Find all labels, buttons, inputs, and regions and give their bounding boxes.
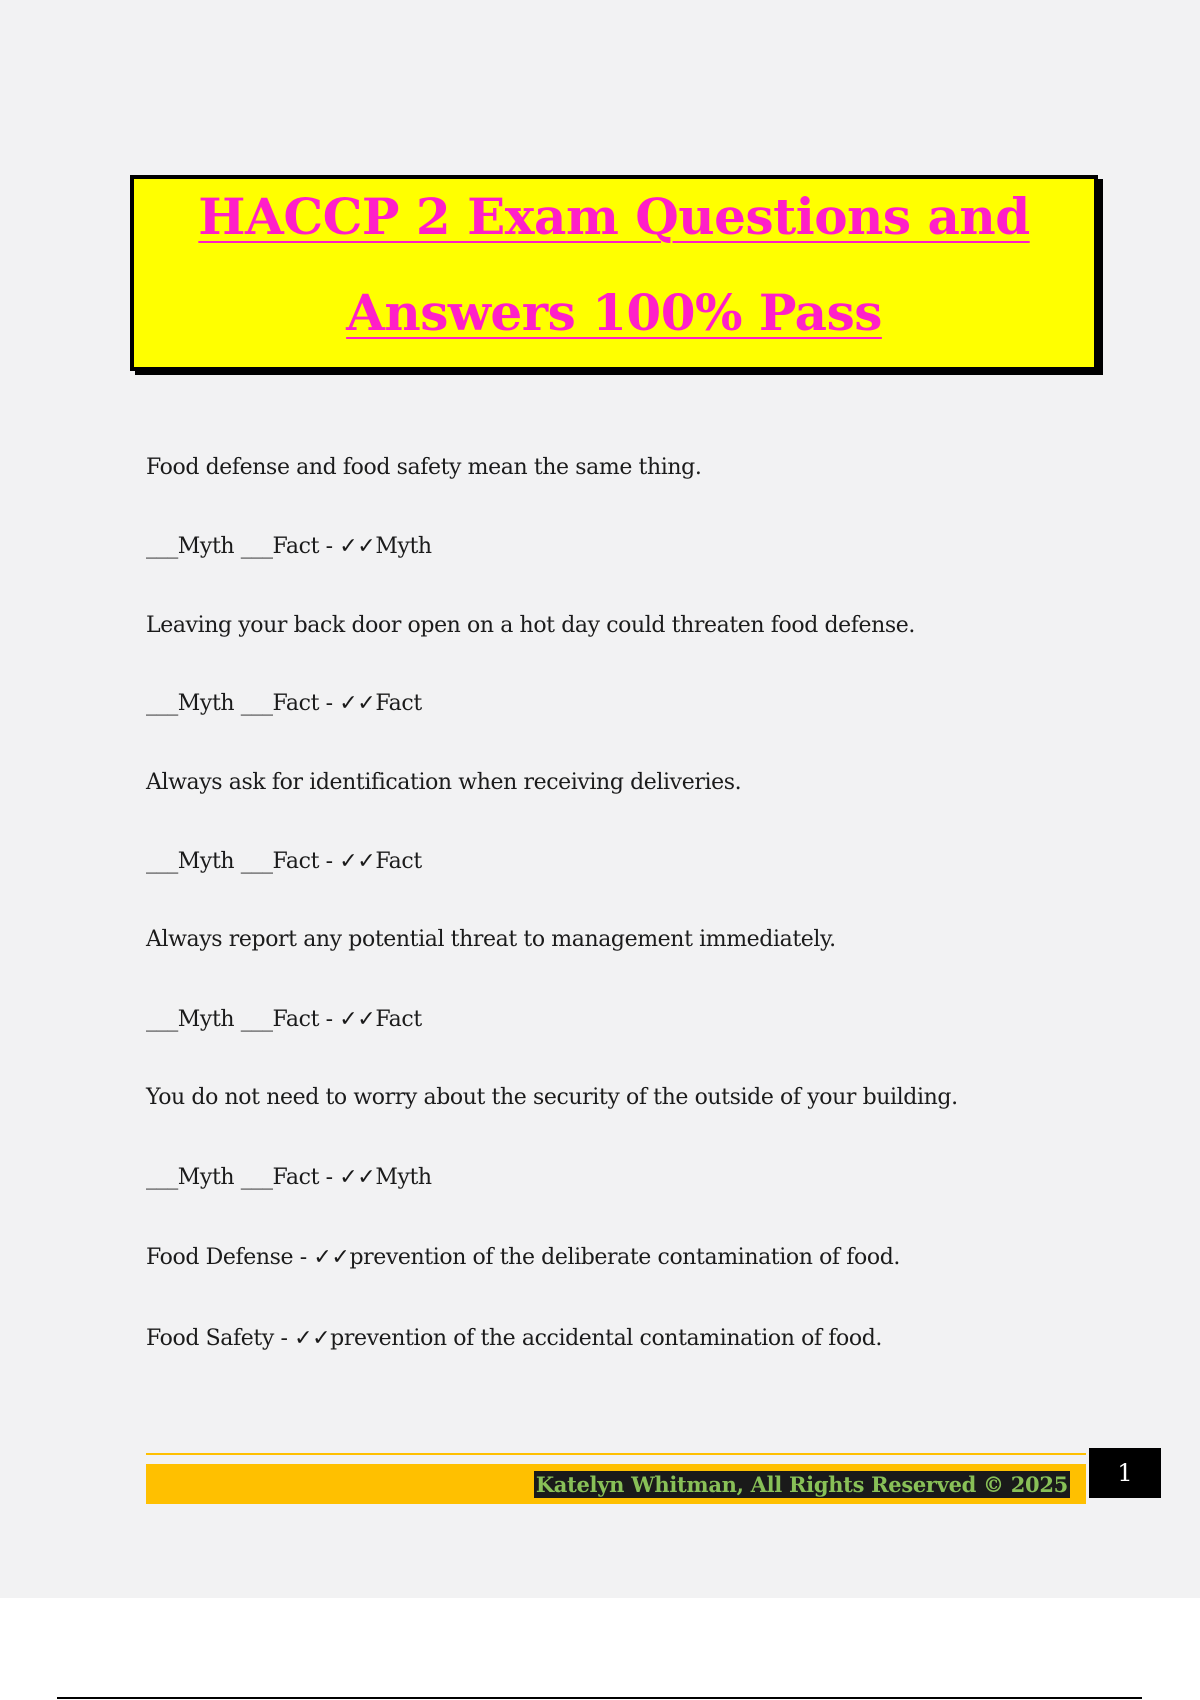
double-check-icon: ✓✓	[339, 1007, 376, 1032]
copyright-text: Katelyn Whitman, All Rights Reserved © 2025	[535, 1472, 1068, 1497]
footer-divider	[146, 1453, 1086, 1455]
footer-bar	[146, 1464, 1086, 1504]
answer-line: ___Myth ___Fact - ✓✓Myth	[146, 1165, 432, 1190]
double-check-icon: ✓✓	[339, 849, 376, 874]
answer-line: ___Myth ___Fact - ✓✓Fact	[146, 849, 422, 874]
double-check-icon: ✓✓	[339, 534, 376, 559]
question-text: Food defense and food safety mean the same thing.	[146, 455, 702, 480]
double-check-icon: ✓✓	[339, 1165, 376, 1190]
definition-line: Food Defense - ✓✓prevention of the deliberate contamination of food.	[146, 1245, 900, 1270]
double-check-icon: ✓✓	[313, 1245, 350, 1270]
page-number: 1	[1089, 1448, 1161, 1498]
definition-line: Food Safety - ✓✓prevention of the accidental contamination of food.	[146, 1326, 882, 1351]
question-text: Always ask for identification when receiving deliveries.	[146, 770, 742, 795]
answer-line: ___Myth ___Fact - ✓✓Myth	[146, 534, 432, 559]
double-check-icon: ✓✓	[339, 691, 376, 716]
double-check-icon: ✓✓	[294, 1326, 331, 1351]
bottom-divider	[57, 1697, 1142, 1699]
title-line-2: Answers 100% Pass	[346, 283, 882, 342]
answer-line: ___Myth ___Fact - ✓✓Fact	[146, 1007, 422, 1032]
title-box	[130, 175, 1098, 371]
question-text: You do not need to worry about the security of the outside of your building.	[146, 1085, 958, 1110]
question-text: Leaving your back door open on a hot day could threaten food defense.	[146, 613, 916, 638]
title-line-1: HACCP 2 Exam Questions and	[198, 187, 1030, 246]
answer-line: ___Myth ___Fact - ✓✓Fact	[146, 691, 422, 716]
question-text: Always report any potential threat to management immediately.	[146, 927, 836, 952]
